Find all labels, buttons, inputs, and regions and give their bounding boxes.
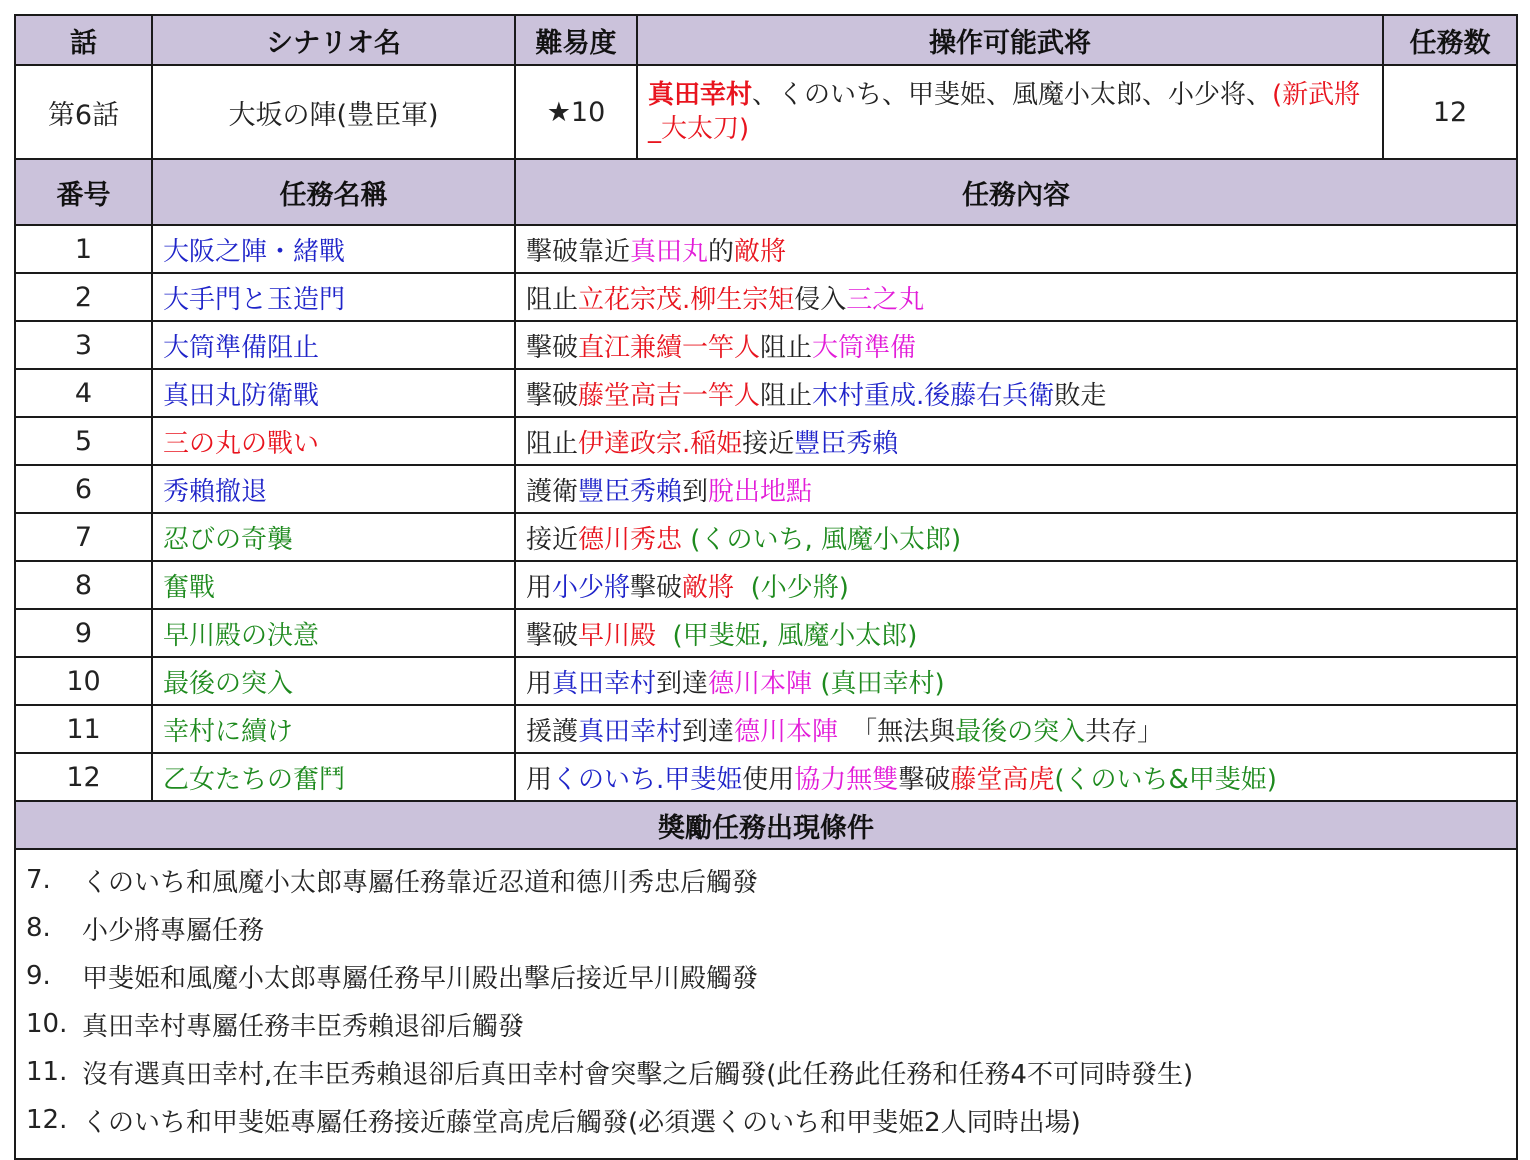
- mission-name: 大筒準備阻止: [152, 321, 515, 369]
- mission-content-segment: 豐臣秀賴: [578, 476, 683, 507]
- scenario-info-row: [15, 65, 1517, 159]
- mission-content-segment: 敗走: [1054, 380, 1107, 411]
- conditions-list: [15, 849, 1517, 1159]
- mission-name: 三の丸の戰い: [152, 417, 515, 465]
- mission-name: 真田丸防衛戰: [152, 369, 515, 417]
- mission-content-segment: 德川本陣: [708, 668, 813, 699]
- mission-content: [515, 561, 1517, 609]
- mission-content-segment: 阻止: [526, 428, 579, 459]
- mission-row: [15, 513, 1517, 561]
- mission-content-segment: 伊達政宗.稲姫: [578, 428, 743, 459]
- mission-content-segment: 真田丸: [630, 236, 709, 267]
- mission-name: 忍びの奇襲: [152, 513, 515, 561]
- condition-number: 11.: [26, 1057, 68, 1087]
- mission-content-segment: 大筒準備: [812, 332, 917, 363]
- mission-number: 9: [15, 609, 152, 657]
- mission-table: [14, 14, 1518, 1160]
- mission-content-segment: 「無法與: [838, 716, 956, 747]
- mission-content-segment: 木村重成.後藤右兵衛: [812, 380, 1055, 411]
- mission-content-segment: 藤堂高虎: [950, 764, 1055, 795]
- mission-name: 幸村に續け: [152, 705, 515, 753]
- mission-row: [15, 753, 1517, 801]
- conditions-title-row: [15, 801, 1517, 849]
- generals-header: 操作可能武将: [637, 15, 1383, 65]
- mission-number: 2: [15, 273, 152, 321]
- mission-content-segment: 早川殿: [578, 620, 657, 651]
- mission-number: 7: [15, 513, 152, 561]
- mission-content-header: 任務內容: [515, 159, 1517, 225]
- mission-name: 乙女たちの奮鬥: [152, 753, 515, 801]
- mission-count-header: 任務数: [1383, 15, 1517, 65]
- mission-content: [515, 465, 1517, 513]
- condition-number: 7.: [26, 865, 51, 895]
- mission-content-segment: 脫出地點: [708, 476, 813, 507]
- mission-content-segment: (甲斐姫, 風魔小太郎): [656, 620, 918, 651]
- mission-content: [515, 321, 1517, 369]
- mission-number: 11: [15, 705, 152, 753]
- mission-content-segment: 的: [708, 236, 735, 267]
- condition-text: くのいち和甲斐姫專屬任務接近藤堂高虎后觸發(必須選くのいち和甲斐姫2人同時出場): [82, 1107, 1081, 1138]
- mission-content-segment: 侵入: [794, 284, 847, 315]
- mission-content-segment: 到達: [656, 668, 709, 699]
- mission-content-segment: (小少將): [734, 572, 849, 603]
- mission-name: 秀賴撤退: [152, 465, 515, 513]
- mission-row: [15, 609, 1517, 657]
- mission-content-segment: 阻止: [526, 284, 579, 315]
- episode-cell: 第6話: [15, 65, 152, 159]
- general-highlight: 真田幸村: [648, 80, 753, 110]
- mission-header-row: [15, 159, 1517, 225]
- mission-content-segment: 擊破: [526, 332, 579, 363]
- mission-content: [515, 417, 1517, 465]
- mission-content-segment: 敵將: [734, 236, 787, 267]
- mission-content-segment: 接近: [526, 524, 579, 555]
- mission-content-segment: 立花宗茂.柳生宗矩: [578, 284, 795, 315]
- playable-generals-cell: [637, 65, 1383, 159]
- condition-number: 12.: [26, 1105, 68, 1135]
- mission-content-segment: 阻止: [760, 332, 813, 363]
- mission-content-segment: 阻止: [760, 380, 813, 411]
- mission-content-segment: 到: [682, 476, 709, 507]
- mission-row: [15, 705, 1517, 753]
- condition-item: [26, 952, 1506, 1000]
- scenario-header-row: [15, 15, 1517, 65]
- mission-content: [515, 705, 1517, 753]
- mission-number: 6: [15, 465, 152, 513]
- mission-name: 大阪之陣・緒戰: [152, 225, 515, 273]
- mission-count-cell: 12: [1383, 65, 1517, 159]
- mission-content-segment: 援護: [526, 716, 579, 747]
- mission-content: [515, 273, 1517, 321]
- condition-number: 8.: [26, 913, 51, 943]
- condition-item: [26, 904, 1506, 952]
- conditions-row: [15, 849, 1517, 1159]
- mission-content-segment: 小少將: [552, 572, 631, 603]
- condition-number: 10.: [26, 1009, 68, 1039]
- condition-item: [26, 856, 1506, 904]
- mission-content: [515, 225, 1517, 273]
- mission-content-segment: 協力無雙: [794, 764, 899, 795]
- mission-name: 奮戰: [152, 561, 515, 609]
- condition-number: 9.: [26, 961, 51, 991]
- condition-text: 甲斐姫和風魔小太郎專屬任務早川殿出擊后接近早川殿觸發: [82, 963, 759, 994]
- mission-content: [515, 513, 1517, 561]
- mission-number: 10: [15, 657, 152, 705]
- scenario-header: シナリオ名: [152, 15, 515, 65]
- mission-name: 最後の突入: [152, 657, 515, 705]
- mission-content-segment: 用: [526, 572, 553, 603]
- condition-text: 小少將專屬任務: [82, 915, 265, 946]
- mission-row: [15, 465, 1517, 513]
- mission-content-segment: 到達: [682, 716, 735, 747]
- episode-header: 話: [15, 15, 152, 65]
- mission-no-header: 番号: [15, 159, 152, 225]
- condition-text: 真田幸村專屬任務丰臣秀賴退卻后觸發: [82, 1011, 525, 1042]
- mission-content-segment: 擊破: [526, 380, 579, 411]
- mission-content-segment: 擊破靠近: [526, 236, 631, 267]
- mission-content-segment: くのいち.甲斐姫: [552, 764, 743, 795]
- mission-content-segment: 接近: [742, 428, 795, 459]
- mission-content-segment: 共存」: [1085, 716, 1164, 747]
- mission-content-segment: 擊破: [630, 572, 683, 603]
- mission-name: 早川殿の決意: [152, 609, 515, 657]
- mission-list: [15, 225, 1517, 801]
- mission-content-segment: 藤堂高吉一竿人: [578, 380, 761, 411]
- general-list: 、くのいち、甲斐姫、風魔小太郎、小少将、: [752, 80, 1273, 110]
- mission-number: 5: [15, 417, 152, 465]
- condition-item: [26, 1000, 1506, 1048]
- mission-row: [15, 561, 1517, 609]
- mission-number: 12: [15, 753, 152, 801]
- difficulty-header: 難易度: [515, 15, 637, 65]
- condition-item: [26, 1048, 1506, 1096]
- mission-content-segment: 最後の突入: [955, 716, 1086, 747]
- mission-number: 1: [15, 225, 152, 273]
- mission-content-segment: 豐臣秀賴: [794, 428, 899, 459]
- condition-text: くのいち和風魔小太郎專屬任務靠近忍道和德川秀忠后觸發: [82, 867, 759, 898]
- condition-text: 沒有選真田幸村,在丰臣秀賴退卻后真田幸村會突擊之后觸發(此任務此任務和任務4不可同時發生): [82, 1059, 1194, 1090]
- mission-row: [15, 321, 1517, 369]
- mission-content-segment: 用: [526, 764, 553, 795]
- mission-row: [15, 369, 1517, 417]
- mission-row: [15, 657, 1517, 705]
- mission-content-segment: 德川本陣: [734, 716, 839, 747]
- mission-content: [515, 753, 1517, 801]
- mission-row: [15, 273, 1517, 321]
- mission-content-segment: 擊破: [898, 764, 951, 795]
- mission-content-segment: (くのいち&甲斐姫): [1054, 764, 1277, 795]
- mission-number: 8: [15, 561, 152, 609]
- conditions-title: 獎勵任務出現條件: [15, 801, 1517, 849]
- mission-content-segment: 護衛: [526, 476, 579, 507]
- mission-content-segment: 三之丸: [846, 284, 925, 315]
- mission-content: [515, 609, 1517, 657]
- mission-content-segment: 真田幸村: [578, 716, 683, 747]
- mission-content-segment: (くのいち, 風魔小太郎): [682, 524, 962, 555]
- mission-row: [15, 417, 1517, 465]
- mission-content-segment: 擊破: [526, 620, 579, 651]
- mission-content-segment: 用: [526, 668, 553, 699]
- mission-content: [515, 657, 1517, 705]
- difficulty-cell: ★10: [515, 65, 637, 159]
- mission-content-segment: 德川秀忠: [578, 524, 683, 555]
- general-new: (新武將_大太刀): [648, 80, 1361, 144]
- mission-content-segment: 直江兼續一竿人: [578, 332, 761, 363]
- mission-row: [15, 225, 1517, 273]
- mission-name: 大手門と玉造門: [152, 273, 515, 321]
- condition-item: [26, 1096, 1506, 1144]
- mission-name-header: 任務名稱: [152, 159, 515, 225]
- mission-content-segment: 真田幸村: [552, 668, 657, 699]
- mission-number: 3: [15, 321, 152, 369]
- mission-content-segment: 敵將: [682, 572, 735, 603]
- mission-content-segment: 使用: [742, 764, 795, 795]
- mission-number: 4: [15, 369, 152, 417]
- mission-content: [515, 369, 1517, 417]
- scenario-name-cell: 大坂の陣(豊臣軍): [152, 65, 515, 159]
- mission-content-segment: (真田幸村): [812, 668, 945, 699]
